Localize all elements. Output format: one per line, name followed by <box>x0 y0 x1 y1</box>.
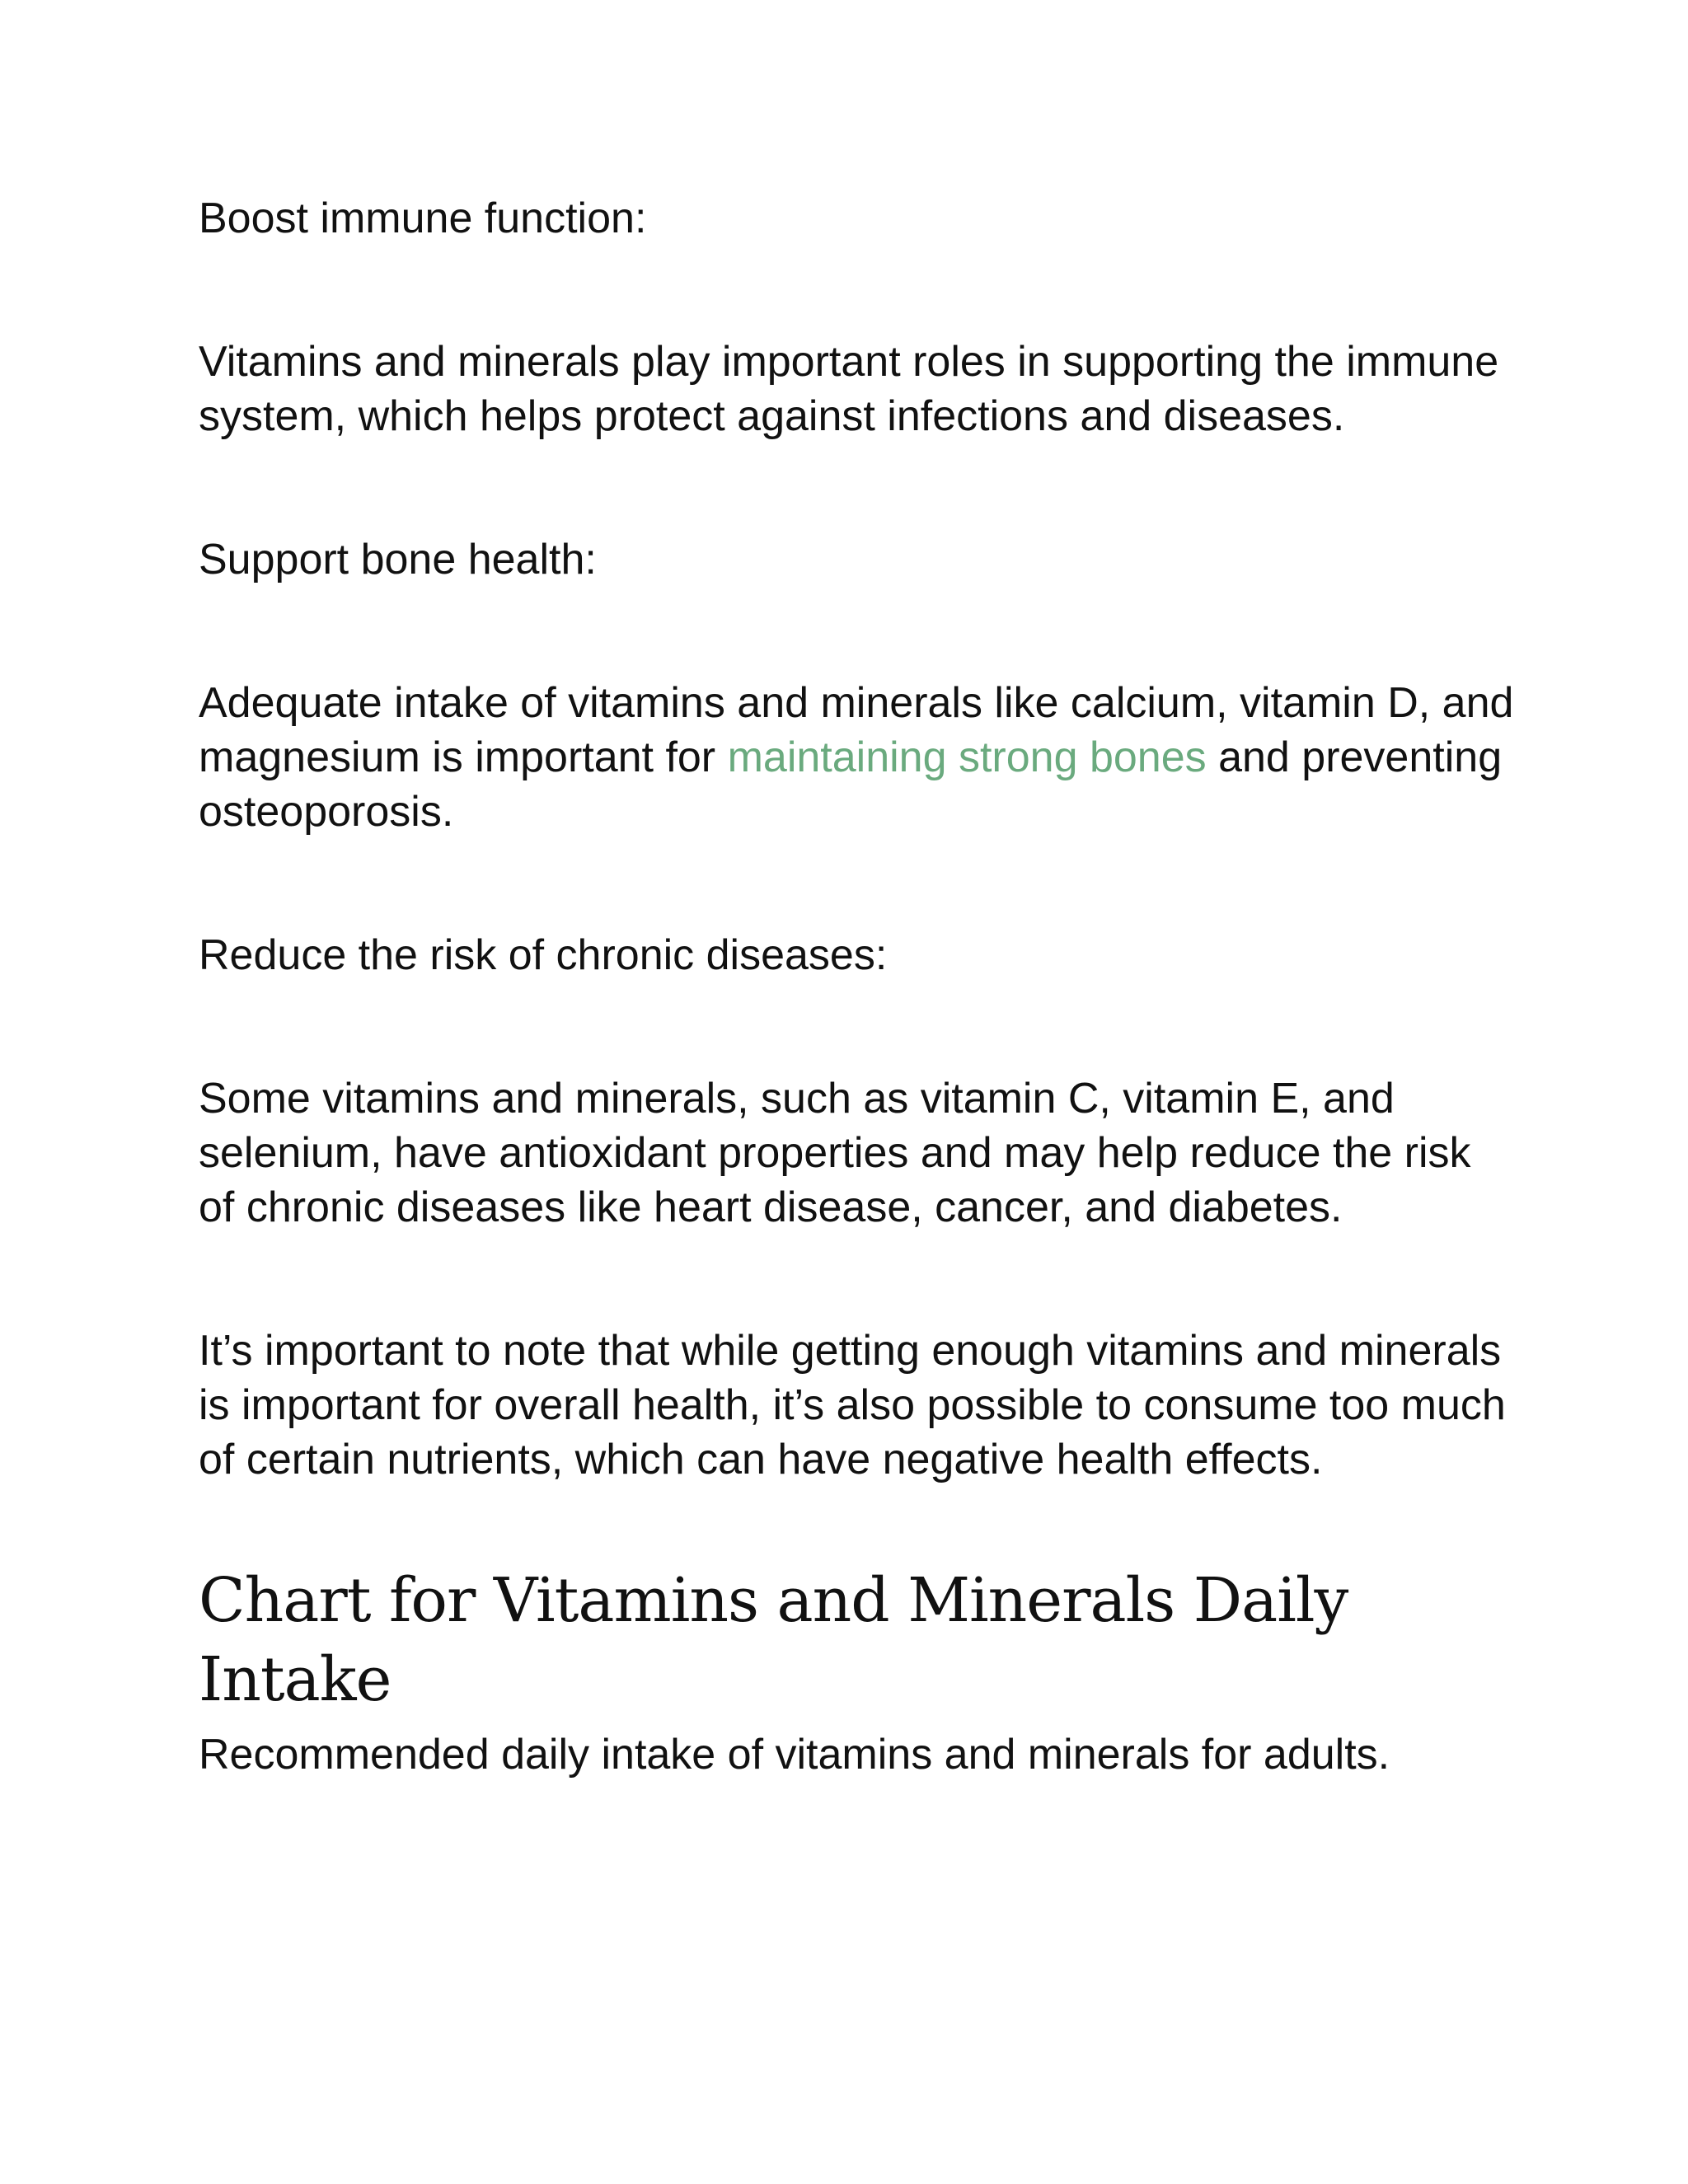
document-content <box>199 191 1517 1782</box>
section-body-bone <box>199 676 1517 839</box>
section-body-immune: Vitamins and minerals play important roles in supporting the immune system, which helps protect against infections and diseases. <box>199 338 1499 440</box>
health-note-paragraph: It’s important to note that while getting enough vitamins and minerals is important for overall health, it’s also possible to consume too much of certain nutrients, which can have negative health effects. <box>199 1327 1506 1483</box>
chart-section-subtitle: Recommended daily intake of vitamins and minerals for adults. <box>199 1731 1390 1779</box>
maintaining-strong-bones-link[interactable]: maintaining strong bones <box>727 733 1207 781</box>
section-heading-chronic: Reduce the risk of chronic diseases: <box>199 931 888 979</box>
section-body-chronic: Some vitamins and minerals, such as vitamin C, vitamin E, and selenium, have antioxidant properties and may help reduce the risk of chronic diseases like heart disease, cancer, and diabetes. <box>199 1075 1471 1231</box>
section-heading-bone: Support bone health: <box>199 536 597 583</box>
section-heading-immune: Boost immune function: <box>199 194 647 242</box>
section-body-bone-after: and preventing osteoporosis. <box>199 733 1503 836</box>
section-body-bone-before: Adequate intake of vitamins and minerals like calcium, vitamin D, and magnesium is important for <box>199 679 1514 781</box>
chart-section-title: Chart for Vitamins and Minerals Daily Intake <box>199 1565 1348 1715</box>
